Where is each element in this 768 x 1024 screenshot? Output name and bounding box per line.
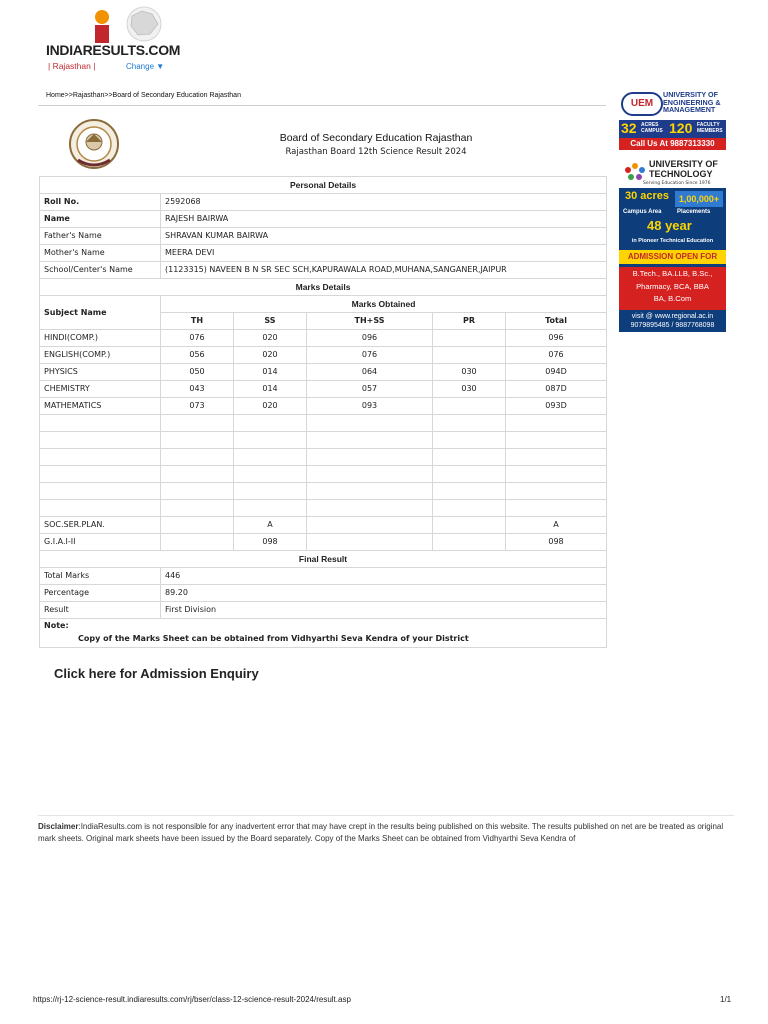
total-marks-label: Total Marks: [40, 568, 161, 585]
admission-enquiry-link[interactable]: Click here for Admission Enquiry: [54, 666, 259, 681]
subject-name-header: Subject Name: [40, 296, 161, 330]
mother-label: Mother's Name: [40, 245, 161, 262]
thss-marks: 096: [307, 330, 433, 347]
result-value: First Division: [161, 602, 607, 619]
empty-row: [40, 466, 607, 483]
uot-name-line1: UNIVERSITY OF: [649, 159, 718, 169]
subject-row: [40, 364, 607, 381]
board-seal-icon: [66, 118, 122, 172]
logo-text: INDIARESULTS.COM: [46, 42, 181, 58]
subject-row: [40, 330, 607, 347]
total-marks: 087D: [506, 381, 607, 398]
ss-marks: 098: [234, 534, 307, 551]
uot-phones: 9079895485 / 9887768098: [630, 322, 715, 329]
table-row: [40, 211, 607, 228]
thss-marks: [307, 517, 433, 534]
subject-row: [40, 534, 607, 551]
ss-marks: 020: [234, 398, 307, 415]
personal-details-heading: Personal Details: [40, 177, 607, 194]
roll-value: 2592068: [161, 194, 607, 211]
uem-faculty-number: 120: [669, 120, 693, 136]
ss-marks: 020: [234, 347, 307, 364]
col-thss-header: TH+SS: [307, 313, 433, 330]
subject-name: PHYSICS: [40, 364, 161, 381]
uem-name: UNIVERSITY OF ENGINEERING & MANAGEMENT: [663, 90, 721, 115]
thss-marks: 057: [307, 381, 433, 398]
table-row: [40, 245, 607, 262]
ss-marks: 014: [234, 381, 307, 398]
total-marks: 093D: [506, 398, 607, 415]
school-value: (1123315) NAVEEN B N SR SEC SCH,KAPURAWALA ROAD,MUHANA,SANGANER,JAIPUR: [161, 262, 607, 279]
th-marks: 043: [161, 381, 234, 398]
page-number: 1/1: [720, 995, 732, 1004]
table-row: [40, 568, 607, 585]
divider: [38, 105, 606, 106]
col-ss-header: SS: [234, 313, 307, 330]
percentage-value: 89.20: [161, 585, 607, 602]
percentage-label: Percentage: [40, 585, 161, 602]
uot-visit: [619, 312, 726, 330]
thss-marks: 064: [307, 364, 433, 381]
subject-row: [40, 398, 607, 415]
total-marks: 094D: [506, 364, 607, 381]
thss-marks: 093: [307, 398, 433, 415]
site-logo[interactable]: [46, 4, 181, 74]
uot-pioneer: in Pioneer Technical Education: [631, 238, 714, 244]
marks-obtained-header: Marks Obtained: [161, 296, 607, 313]
disclaimer: [38, 815, 734, 844]
pr-marks: 030: [433, 381, 506, 398]
table-row: [40, 262, 607, 279]
father-label: Father's Name: [40, 228, 161, 245]
th-marks: 050: [161, 364, 234, 381]
subject-name: G.I.A.I-II: [40, 534, 161, 551]
pr-marks: 030: [433, 364, 506, 381]
total-marks: 076: [506, 347, 607, 364]
col-th-header: TH: [161, 313, 234, 330]
uem-call-text: Call Us At 9887313330: [619, 138, 726, 150]
pr-marks: [433, 398, 506, 415]
subject-row: [40, 381, 607, 398]
uem-ad-banner[interactable]: [619, 90, 726, 150]
subject-name: ENGLISH(COMP.): [40, 347, 161, 364]
name-value: RAJESH BAIRWA: [161, 211, 607, 228]
total-marks: 096: [506, 330, 607, 347]
roll-label: Roll No.: [40, 194, 161, 211]
board-subtitle: Rajasthan Board 12th Science Result 2024: [285, 147, 467, 157]
school-label: School/Center's Name: [40, 262, 161, 279]
uot-placements-number: 1,00,000+: [675, 191, 723, 207]
th-marks: 056: [161, 347, 234, 364]
uem-faculty-label: FACULTY MEMBERS: [697, 122, 723, 134]
note-label: Note:: [44, 621, 69, 630]
uot-placements-label: Placements: [677, 209, 711, 215]
disclaimer-label: Disclaimer: [38, 822, 79, 831]
result-table: [39, 176, 607, 648]
empty-row: [40, 415, 607, 432]
board-title: Board of Secondary Education Rajasthan: [279, 132, 473, 144]
subject-row: [40, 347, 607, 364]
subject-name: HINDI(COMP.): [40, 330, 161, 347]
pr-marks: [433, 517, 506, 534]
change-state-link[interactable]: Change ▼: [126, 62, 165, 71]
thss-marks: [307, 534, 433, 551]
uot-name-line2: TECHNOLOGY: [649, 169, 713, 179]
uot-courses: [619, 267, 726, 310]
pr-marks: [433, 330, 506, 347]
uem-acres-label: ACRES CAMPUS: [641, 122, 663, 134]
ss-marks: 020: [234, 330, 307, 347]
table-row: [40, 602, 607, 619]
table-row: [40, 585, 607, 602]
thss-marks: 076: [307, 347, 433, 364]
empty-row: [40, 432, 607, 449]
subject-name: MATHEMATICS: [40, 398, 161, 415]
table-row: [40, 228, 607, 245]
total-marks: A: [506, 517, 607, 534]
th-marks: 076: [161, 330, 234, 347]
state-label: | Rajasthan |: [48, 61, 96, 71]
marks-details-heading: Marks Details: [40, 279, 607, 296]
breadcrumb[interactable]: Home>>Rajasthan>>Board of Secondary Education Rajasthan: [46, 92, 241, 99]
empty-row: [40, 500, 607, 517]
pr-marks: [433, 534, 506, 551]
uot-acres: 30 acres: [625, 190, 670, 202]
final-result-heading: Final Result: [40, 551, 607, 568]
th-marks: [161, 517, 234, 534]
total-marks: 098: [506, 534, 607, 551]
uot-ad-banner[interactable]: [619, 156, 726, 332]
total-marks-value: 446: [161, 568, 607, 585]
ss-marks: 014: [234, 364, 307, 381]
subject-name: SOC.SER.PLAN.: [40, 517, 161, 534]
th-marks: [161, 534, 234, 551]
father-value: SHRAVAN KUMAR BAIRWA: [161, 228, 607, 245]
th-marks: 073: [161, 398, 234, 415]
uot-campus-label: Campus Area: [623, 209, 662, 215]
uot-courses-line3: BA, B.Com: [653, 294, 692, 303]
note-text: Copy of the Marks Sheet can be obtained from Vidhyarthi Seva Kendra of your District: [78, 634, 469, 643]
pr-marks: [433, 347, 506, 364]
name-label: Name: [40, 211, 161, 228]
disclaimer-text: :IndiaResults.com is not responsible for any inadvertent error that may have crept in the results being published on this website. The results published on net are be treated as original mark sheets. Original mark sheets have been issued by the Board separately. Copy of the Marks Sheet can be obtained from Vidhyarthi Seva Kendra of: [38, 822, 724, 843]
subject-row: [40, 517, 607, 534]
empty-row: [40, 449, 607, 466]
uot-admission-banner: ADMISSION OPEN FOR: [619, 250, 726, 264]
logo-mark-icon: [46, 4, 176, 44]
ss-marks: A: [234, 517, 307, 534]
uem-logo-icon: UEM: [621, 92, 663, 116]
uot-name: [649, 159, 718, 179]
table-row: [40, 194, 607, 211]
col-total-header: Total: [506, 313, 607, 330]
subject-name: CHEMISTRY: [40, 381, 161, 398]
uot-years: 48 year: [647, 218, 692, 233]
col-pr-header: PR: [433, 313, 506, 330]
page-url: https://rj-12-science-result.indiaresults.com/rj/bser/class-12-science-result-2024/result.asp: [33, 995, 351, 1004]
uot-since: Serving Education Since 1976: [643, 181, 711, 186]
uot-courses-line2: Pharmacy, BCA, BBA: [636, 281, 709, 291]
mother-value: MEERA DEVI: [161, 245, 607, 262]
note-cell: [40, 619, 607, 648]
result-label: Result: [40, 602, 161, 619]
uot-courses-line1: B.Tech., BA.LLB, B.Sc.,: [632, 269, 713, 278]
uot-website: visit @ www.regional.ac.in: [631, 313, 714, 320]
uem-acres-number: 32: [621, 120, 637, 136]
empty-row: [40, 483, 607, 500]
